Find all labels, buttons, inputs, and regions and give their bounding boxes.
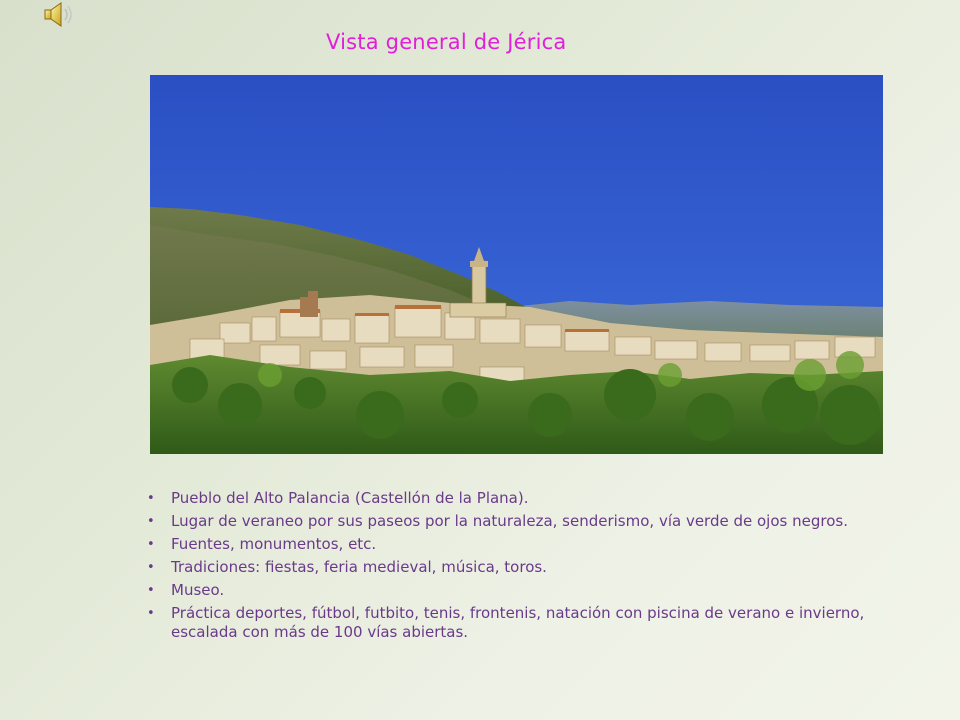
bullet-icon: • — [147, 514, 155, 529]
bullet-list — [145, 489, 885, 646]
bullet-icon: • — [147, 583, 155, 598]
list-item — [145, 581, 885, 600]
list-item — [145, 489, 885, 508]
list-item-text: Fuentes, monumentos, etc. — [171, 535, 377, 553]
bullet-icon: • — [147, 606, 155, 621]
list-item-text: Práctica deportes, fútbol, futbito, tenis, frontenis, natación con piscina de verano e invierno, escalada con más de 100 vías abiertas. — [171, 604, 865, 641]
town-panorama-photo — [150, 75, 883, 454]
slide-title: Vista general de Jérica — [326, 30, 567, 54]
list-item-text: Museo. — [171, 581, 225, 599]
list-item — [145, 512, 885, 531]
list-item-text: Tradiciones: fiestas, feria medieval, música, toros. — [171, 558, 547, 576]
list-item — [145, 604, 885, 642]
list-item — [145, 558, 885, 577]
list-item-text: Pueblo del Alto Palancia (Castellón de la Plana). — [171, 489, 529, 507]
bullet-icon: • — [147, 491, 155, 506]
list-item-text: Lugar de veraneo por sus paseos por la naturaleza, senderismo, vía verde de ojos negros. — [171, 512, 848, 530]
list-item — [145, 535, 885, 554]
bullet-icon: • — [147, 560, 155, 575]
speaker-icon[interactable] — [40, 0, 76, 30]
bullet-icon: • — [147, 537, 155, 552]
